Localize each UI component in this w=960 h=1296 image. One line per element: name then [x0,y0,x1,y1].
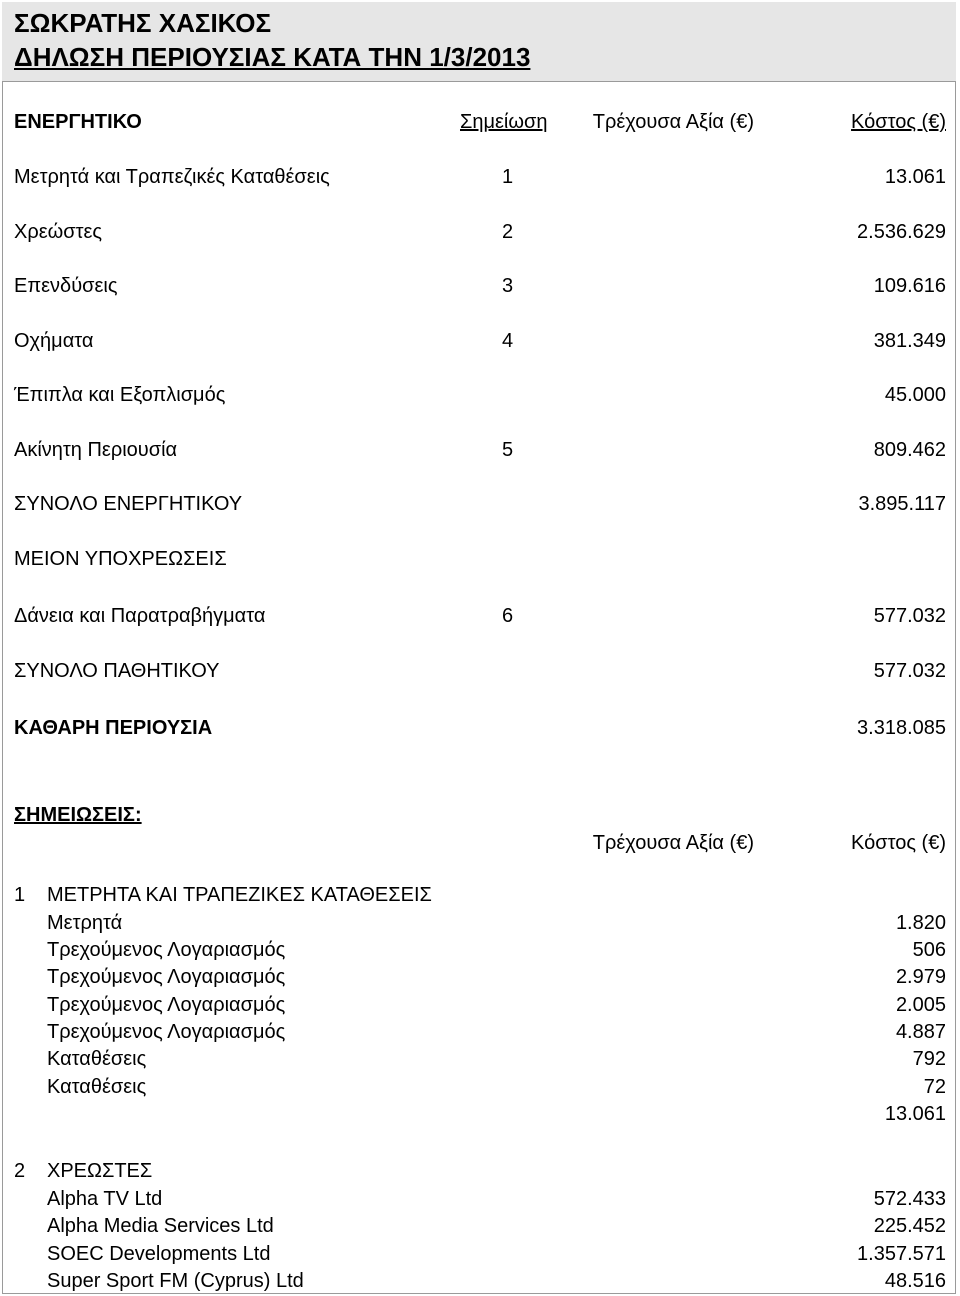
note-item-label: Τρεχούμενος Λογαριασμός [47,939,286,961]
asset-value: 2.536.629 [857,221,946,243]
notes-column-header-row [0,830,960,856]
asset-row [0,382,960,408]
asset-label: Επενδύσεις [14,275,118,297]
note-item-row [0,1019,960,1045]
note-item-row [0,1241,960,1267]
note-item-value: 4.887 [895,1021,946,1043]
total-liabilities-row [0,658,960,684]
note-item-row [0,1074,960,1100]
asset-row [0,164,960,190]
asset-value: 809.462 [873,439,946,461]
notes-cost-header: Κόστος (€) [851,832,946,854]
note-item-value: 792 [912,1048,946,1070]
note-item-value: 2.979 [895,966,946,988]
note-item-label: Τρεχούμενος Λογαριασμός [47,1021,286,1043]
note-item-label: SOEC Developments Ltd [47,1243,271,1265]
note-item-value: 72 [923,1076,946,1098]
note-item-row [0,1046,960,1072]
note-title-row [0,1158,960,1184]
asset-value: 109.616 [873,275,946,297]
asset-note-ref: 3 [502,275,514,297]
asset-label: Χρεώστες [14,221,103,243]
cost-column-header: Κόστος (€) [851,111,946,133]
note-column-header: Σημείωση [460,111,548,133]
asset-label: Έπιπλα και Εξοπλισμός [14,384,226,406]
notes-current-value-header: Τρέχουσα Αξία (€) [592,832,754,854]
note-item-value: 225.452 [873,1215,946,1237]
asset-note-ref: 5 [502,439,514,461]
document-title: ΔΗΛΩΣΗ ΠΕΡΙΟΥΣΙΑΣ ΚΑΤΑ ΤΗΝ 1/3/2013 [14,42,531,72]
total-liabilities-label: ΣΥΝΟΛΟ ΠΑΘΗΤΙΚΟΥ [14,660,220,682]
note-item-label: Καταθέσεις [47,1076,147,1098]
liability-row [0,603,960,629]
note-item-row [0,992,960,1018]
note-number: 1 [14,884,26,906]
asset-note-ref: 1 [502,166,514,188]
liabilities-heading-row [0,546,960,572]
assets-heading: ΕΝΕΡΓΗΤΙΚΟ [14,111,142,133]
note-item-row [0,964,960,990]
liability-label: Δάνεια και Παρατραβήγματα [14,605,266,627]
current-value-column-header: Τρέχουσα Αξία (€) [592,111,754,133]
total-assets-row [0,491,960,517]
note-item-label: Τρεχούμενος Λογαριασμός [47,994,286,1016]
asset-row [0,273,960,299]
total-liabilities-value: 577.032 [873,660,946,682]
asset-row [0,328,960,354]
asset-row [0,219,960,245]
notes-heading: ΣΗΜΕΙΩΣΕΙΣ: [14,804,142,826]
liabilities-heading: ΜΕΙΟΝ ΥΠΟΧΡΕΩΣΕΙΣ [14,548,227,570]
liability-value: 577.032 [873,605,946,627]
assets-header-row [0,109,960,135]
note-item-value: 48.516 [884,1270,946,1292]
note-item-row [0,1186,960,1212]
note-item-row [0,1213,960,1239]
note-total-value: 13.061 [884,1103,946,1125]
note-total-row [0,1101,960,1127]
note-title: ΧΡΕΩΣΤΕΣ [47,1160,153,1182]
note-item-label: Alpha TV Ltd [47,1188,163,1210]
note-item-value: 1.820 [895,912,946,934]
note-item-row [0,910,960,936]
note-item-label: Super Sport FM (Cyprus) Ltd [47,1270,304,1292]
asset-note-ref: 4 [502,330,514,352]
note-item-label: Τρεχούμενος Λογαριασμός [47,966,286,988]
note-item-row [0,1268,960,1294]
note-item-label: Καταθέσεις [47,1048,147,1070]
notes-heading-row [0,802,960,828]
note-title-row [0,882,960,908]
net-worth-value: 3.318.085 [857,717,946,739]
note-item-value: 1.357.571 [857,1243,946,1265]
asset-label: Ακίνητη Περιουσία [14,439,178,461]
net-worth-label: ΚΑΘΑΡΗ ΠΕΡΙΟΥΣΙΑ [14,717,213,739]
note-number: 2 [14,1160,26,1182]
note-item-label: Μετρητά [47,912,123,934]
asset-value: 45.000 [884,384,946,406]
note-item-label: Alpha Media Services Ltd [47,1215,274,1237]
liability-note-ref: 6 [502,605,514,627]
note-item-value: 572.433 [873,1188,946,1210]
note-item-value: 2.005 [895,994,946,1016]
asset-label: Οχήματα [14,330,94,352]
note-item-value: 506 [912,939,946,961]
total-assets-label: ΣΥΝΟΛΟ ΕΝΕΡΓΗΤΙΚΟΥ [14,493,243,515]
asset-value: 13.061 [884,166,946,188]
asset-value: 381.349 [873,330,946,352]
note-title: ΜΕΤΡΗΤΑ ΚΑΙ ΤΡΑΠΕΖΙΚΕΣ ΚΑΤΑΘΕΣΕΙΣ [47,884,432,906]
asset-label: Μετρητά και Τραπεζικές Καταθέσεις [14,166,330,188]
asset-row [0,437,960,463]
total-assets-value: 3.895.117 [858,493,946,515]
owner-name: ΣΩΚΡΑΤΗΣ ΧΑΣΙΚΟΣ [14,8,272,38]
asset-note-ref: 2 [502,221,514,243]
net-worth-row [0,715,960,741]
note-item-row [0,937,960,963]
